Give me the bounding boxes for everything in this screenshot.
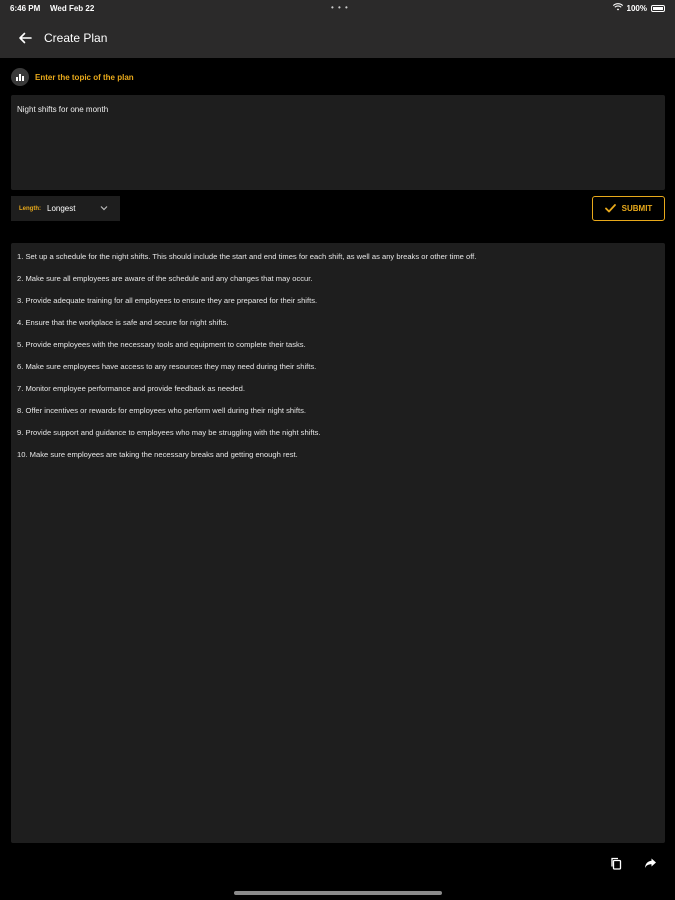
- list-item: 4. Ensure that the workplace is safe and secure for night shifts.: [17, 318, 229, 327]
- list-item: 2. Make sure all employees are aware of the schedule and any changes that may occur.: [17, 274, 313, 283]
- battery-percent: 100%: [626, 3, 647, 13]
- submit-label: SUBMIT: [621, 204, 653, 213]
- page-title: Create Plan: [44, 31, 108, 45]
- list-item: 6. Make sure employees have access to any resources they may need during their shifts.: [17, 362, 317, 371]
- list-item: 10. Make sure employees are taking the necessary breaks and getting enough rest.: [17, 450, 298, 459]
- length-key: Length:: [19, 205, 41, 212]
- length-value: Longest: [47, 204, 76, 213]
- topic-label: Enter the topic of the plan: [35, 72, 134, 82]
- arrow-left-icon: [18, 32, 32, 44]
- status-date: Wed Feb 22: [50, 4, 95, 13]
- list-item: 9. Provide support and guidance to employees who may be struggling with the night shifts.: [17, 428, 321, 437]
- status-time: 6:46 PM: [10, 4, 41, 13]
- status-indicators: [613, 3, 665, 13]
- status-bar: [0, 0, 675, 18]
- list-item: 3. Provide adequate training for all employees to ensure they are prepared for their shifts.: [17, 296, 318, 305]
- length-dropdown[interactable]: [11, 196, 120, 221]
- list-item: 7. Monitor employee performance and provide feedback as needed.: [17, 384, 245, 393]
- chevron-down-icon: [100, 204, 108, 213]
- multitasking-dots[interactable]: • • •: [331, 3, 349, 12]
- check-icon: [605, 204, 616, 213]
- result-actions: [609, 856, 657, 870]
- battery-icon: [651, 5, 665, 12]
- list-item: 5. Provide employees with the necessary tools and equipment to complete their tasks.: [17, 340, 306, 349]
- topic-header: [11, 68, 134, 86]
- topic-input[interactable]: Night shifts for one month: [11, 95, 665, 190]
- result-panel: [11, 243, 665, 843]
- app-bar: [0, 18, 675, 58]
- list-item: 1. Set up a schedule for the night shifts. This should include the start and end times for each shift, as well as any breaks or other time off.: [17, 252, 477, 261]
- wifi-icon: [613, 3, 623, 13]
- share-icon[interactable]: [643, 856, 657, 870]
- home-indicator[interactable]: [234, 891, 442, 895]
- back-button[interactable]: [14, 28, 36, 48]
- submit-button[interactable]: [592, 196, 665, 221]
- copy-icon[interactable]: [609, 856, 623, 870]
- list-item: 8. Offer incentives or rewards for employees who perform well during their night shifts.: [17, 406, 306, 415]
- chart-icon: [11, 68, 29, 86]
